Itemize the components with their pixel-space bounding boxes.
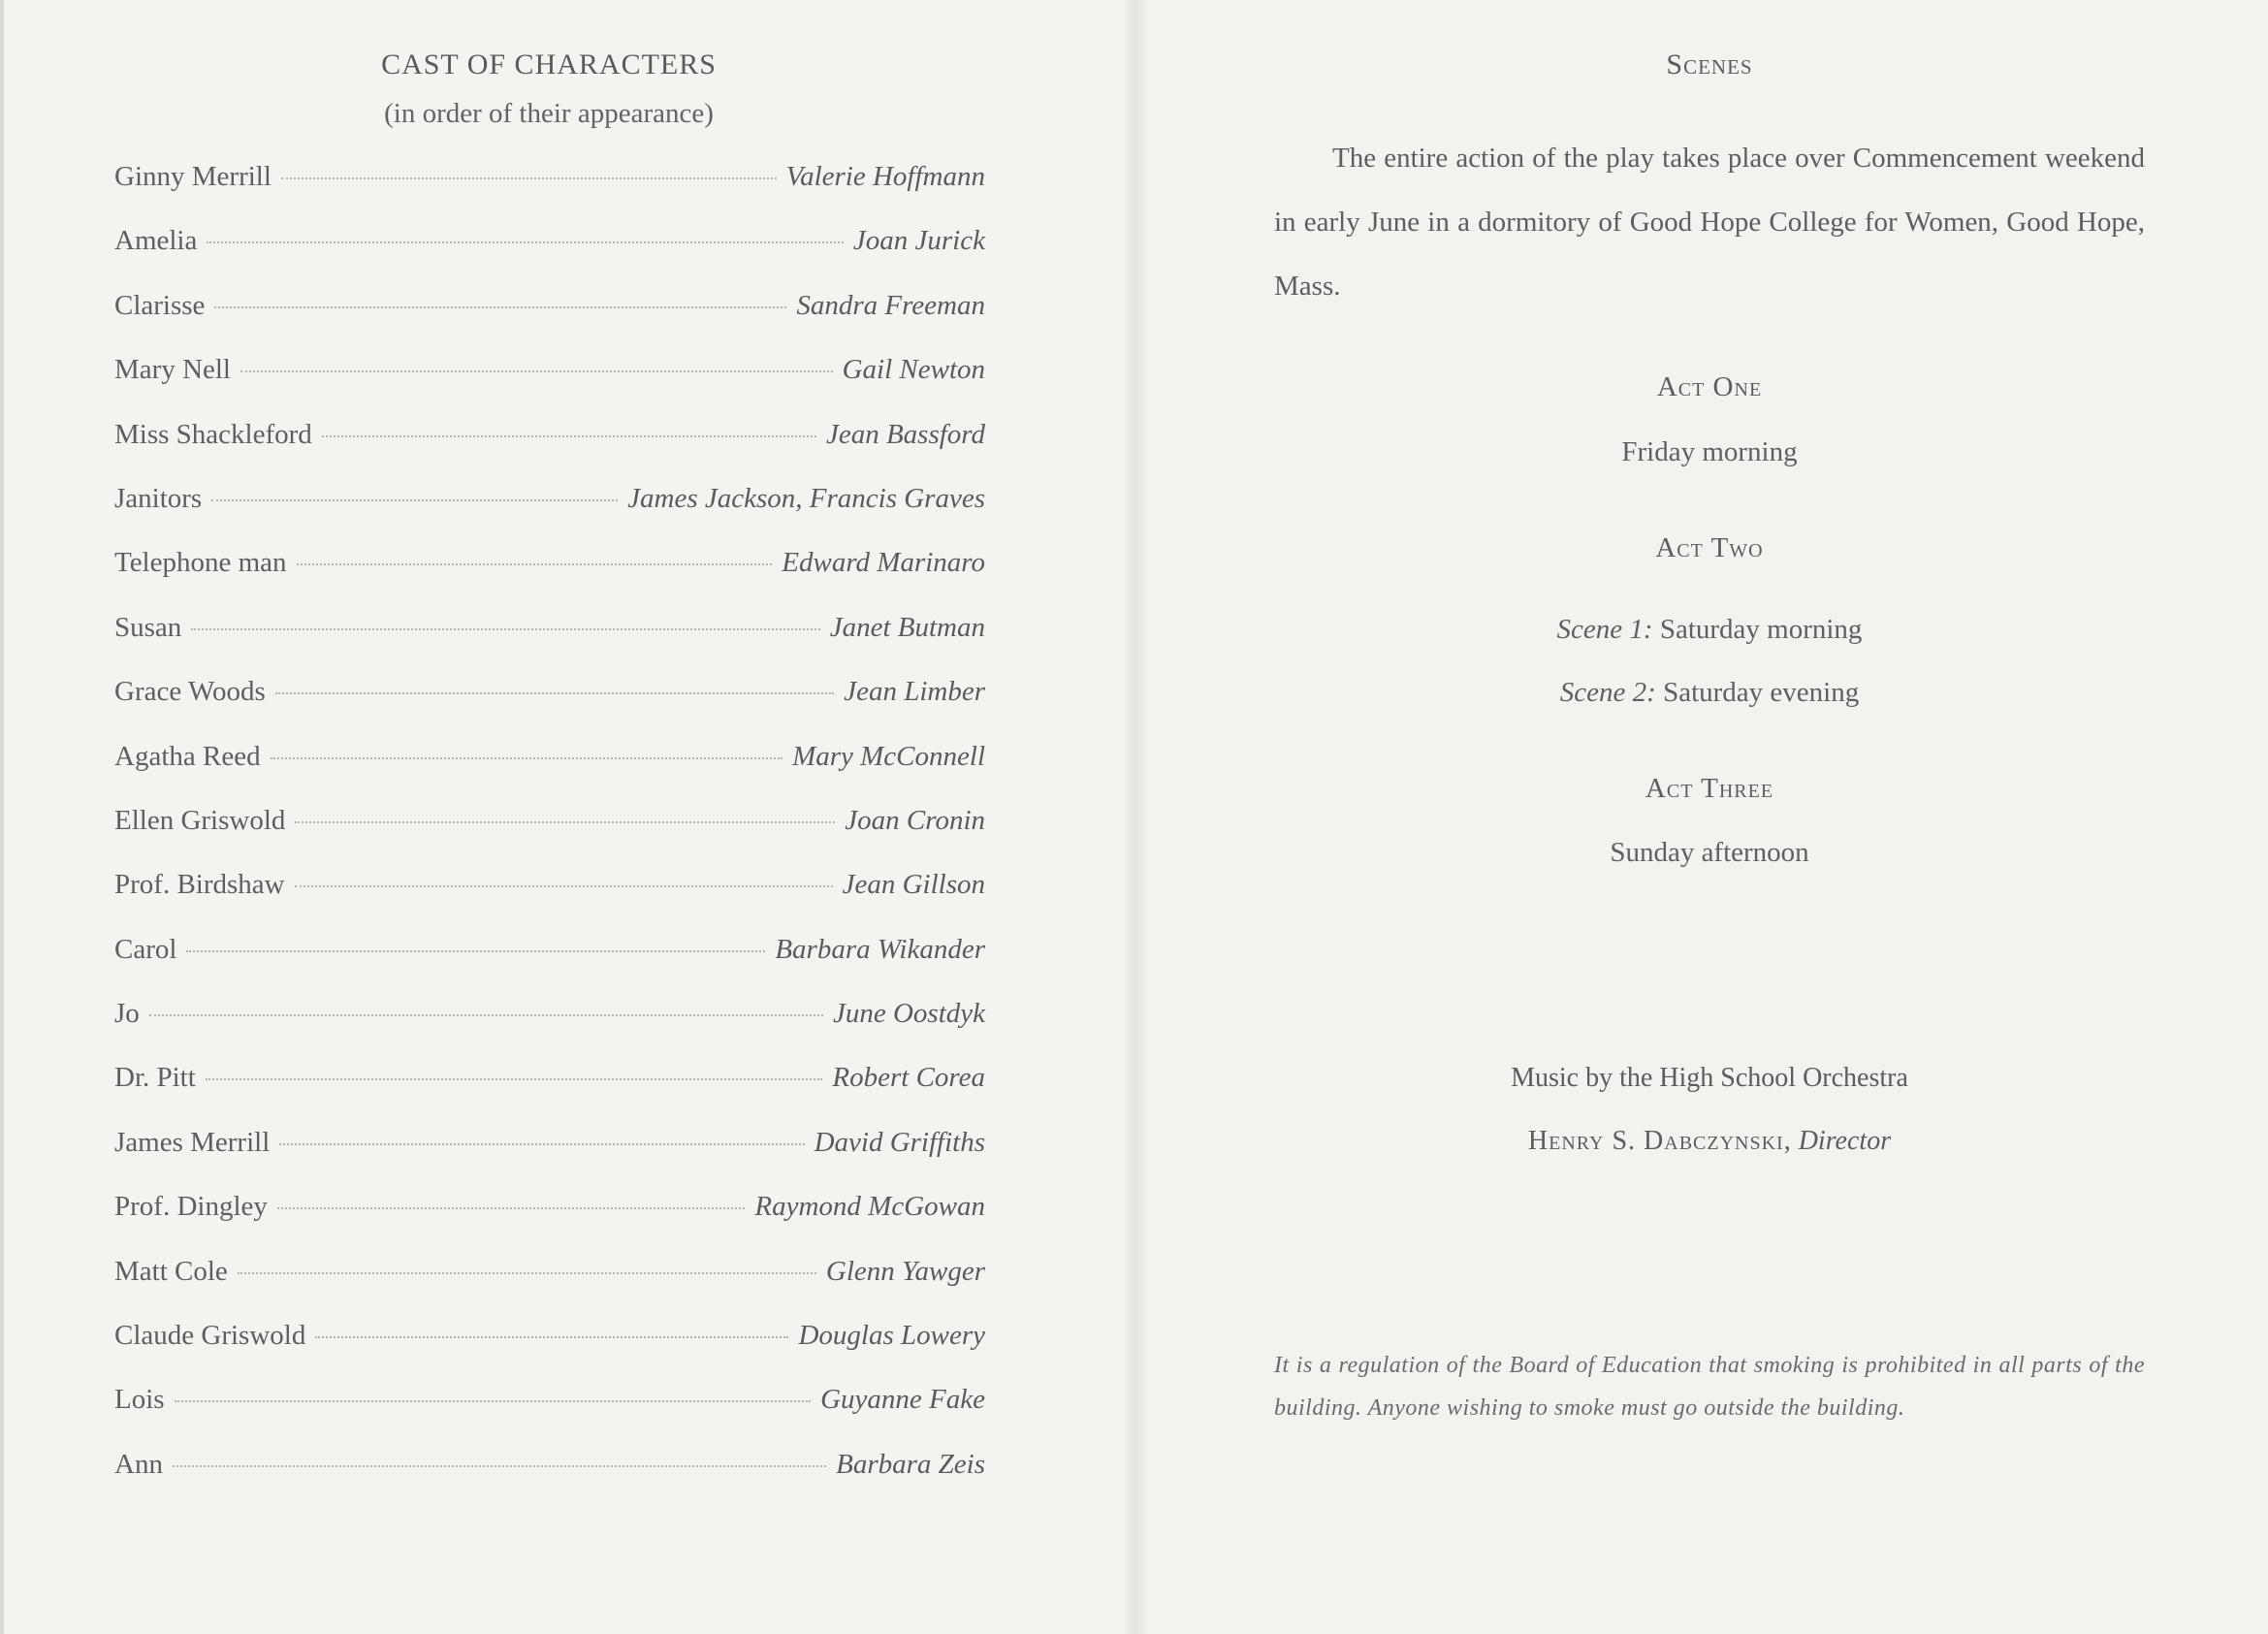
cast-role: Ellen Griswold — [114, 804, 286, 836]
cast-row — [114, 1191, 985, 1255]
cast-actor: Joan Cronin — [845, 804, 985, 836]
cast-row — [114, 741, 985, 805]
act-one-heading: Act One — [1656, 371, 1763, 402]
smoking-notice: It is a regulation of the Board of Education that smoking is prohibited in all parts of the building. Anyone wishing to smoke must go outside the building. — [1274, 1353, 2145, 1421]
dot-leader — [279, 1143, 804, 1145]
cast-actor: Douglas Lowery — [798, 1320, 985, 1352]
dot-leader — [175, 1400, 812, 1402]
dot-leader — [191, 628, 819, 630]
cast-actor: Joan Jurick — [852, 225, 985, 257]
dot-leader — [281, 177, 777, 179]
scenes-title: Scenes — [1666, 48, 1753, 80]
cast-role: Miss Shackleford — [114, 418, 312, 450]
scene-1-label: Scene 1: — [1556, 614, 1653, 645]
cast-row — [114, 1256, 985, 1320]
cast-row — [114, 1062, 985, 1126]
cast-actor: Raymond McGowan — [754, 1191, 985, 1223]
cast-row — [114, 676, 985, 740]
cast-role: Dr. Pitt — [114, 1062, 196, 1094]
cast-row — [114, 869, 985, 933]
cast-actor: Jean Limber — [844, 676, 985, 708]
cast-row — [114, 1320, 985, 1384]
cast-role: Mary Nell — [114, 354, 231, 386]
cast-actor: June Oostdyk — [832, 998, 985, 1030]
act-three-time: Sunday afternoon — [1610, 837, 1809, 868]
dot-leader — [297, 563, 773, 565]
music-director — [1274, 1126, 2145, 1157]
cast-actor: Edward Marinaro — [782, 547, 985, 579]
cast-role: Ginny Merrill — [114, 161, 272, 192]
dot-leader — [315, 1336, 788, 1338]
act-three-heading: Act Three — [1645, 773, 1774, 804]
cast-row — [114, 419, 985, 483]
director-name: Henry S. Dabczynski, — [1527, 1126, 1792, 1156]
dot-leader — [214, 306, 786, 308]
cast-list — [114, 161, 985, 1513]
music-credit: Music by the High School Orchestra — [1511, 1063, 1908, 1093]
cast-actor: Janet Butman — [829, 611, 985, 643]
act-two-scene-1 — [1274, 614, 2145, 646]
cast-actor: Sandra Freeman — [796, 289, 985, 321]
cast-row — [114, 998, 985, 1062]
page-edge — [0, 0, 4, 1634]
dot-leader — [186, 950, 765, 952]
dot-leader — [275, 692, 834, 694]
cast-row — [114, 483, 985, 547]
cast-role: Matt Cole — [114, 1255, 228, 1287]
act-two-heading: Act Two — [1655, 532, 1764, 563]
act-two-scene-2 — [1274, 677, 2145, 709]
cast-role: Telephone man — [114, 547, 287, 579]
cast-role: Claude Griswold — [114, 1320, 306, 1352]
cast-actor: Guyanne Fake — [820, 1384, 985, 1416]
cast-actor: Barbara Wikander — [775, 933, 985, 965]
cast-role: James Merrill — [114, 1126, 271, 1158]
dot-leader — [207, 241, 844, 243]
cast-row — [114, 547, 985, 611]
cast-role: Carol — [114, 933, 177, 965]
cast-subtitle: (in order of their appearance) — [384, 98, 714, 129]
dot-leader — [211, 499, 618, 501]
cast-row — [114, 225, 985, 289]
dot-leader — [271, 757, 783, 759]
cast-actor: Barbara Zeis — [836, 1448, 985, 1480]
scene-2-time: Saturday evening — [1663, 677, 1860, 708]
director-role: Director — [1798, 1126, 1892, 1156]
cast-role: Lois — [114, 1384, 165, 1416]
cast-role: Ann — [114, 1448, 163, 1480]
scenes-description: The entire action of the play takes place over Commencement weekend in early June in a dormitory of Good Hope College for Women, Good Hope, Mass. — [1274, 143, 2145, 302]
cast-role: Grace Woods — [114, 676, 266, 708]
cast-actor: Jean Gillson — [842, 869, 985, 901]
dot-leader — [277, 1207, 746, 1209]
dot-leader — [238, 1272, 816, 1274]
cast-role: Agatha Reed — [114, 740, 261, 772]
act-one-time: Friday morning — [1621, 436, 1798, 467]
dot-leader — [173, 1465, 826, 1467]
cast-row — [114, 1127, 985, 1191]
cast-actor: Gail Newton — [842, 354, 985, 386]
cast-row — [114, 290, 985, 354]
cast-row — [114, 1449, 985, 1513]
cast-role: Susan — [114, 611, 182, 643]
dot-leader — [322, 435, 816, 437]
cast-role: Jo — [114, 998, 140, 1030]
cast-actor: Robert Corea — [832, 1062, 985, 1094]
dot-leader — [149, 1014, 823, 1016]
dot-leader — [295, 885, 833, 887]
scene-1-time: Saturday morning — [1659, 614, 1863, 645]
dot-leader — [295, 821, 835, 823]
cast-row — [114, 805, 985, 869]
cast-role: Janitors — [114, 482, 203, 514]
cast-title: CAST OF CHARACTERS — [381, 48, 717, 80]
cast-role: Prof. Dingley — [114, 1191, 268, 1223]
dot-leader — [240, 370, 833, 372]
cast-actor: David Griffiths — [814, 1126, 985, 1158]
cast-actor: Glenn Yawger — [825, 1255, 985, 1287]
scene-2-label: Scene 2: — [1559, 677, 1656, 708]
cast-actor: James Jackson, Francis Graves — [627, 482, 985, 514]
cast-actor: Valerie Hoffmann — [785, 161, 985, 192]
cast-role: Amelia — [114, 225, 198, 257]
cast-row — [114, 612, 985, 676]
cast-row — [114, 1384, 985, 1448]
center-fold — [1125, 0, 1148, 1634]
cast-row — [114, 354, 985, 418]
cast-role: Prof. Birdshaw — [114, 869, 285, 901]
cast-actor: Mary McConnell — [792, 740, 985, 772]
cast-row — [114, 161, 985, 225]
cast-role: Clarisse — [114, 289, 206, 321]
cast-row — [114, 934, 985, 998]
cast-actor: Jean Bassford — [825, 418, 985, 450]
dot-leader — [206, 1078, 823, 1080]
